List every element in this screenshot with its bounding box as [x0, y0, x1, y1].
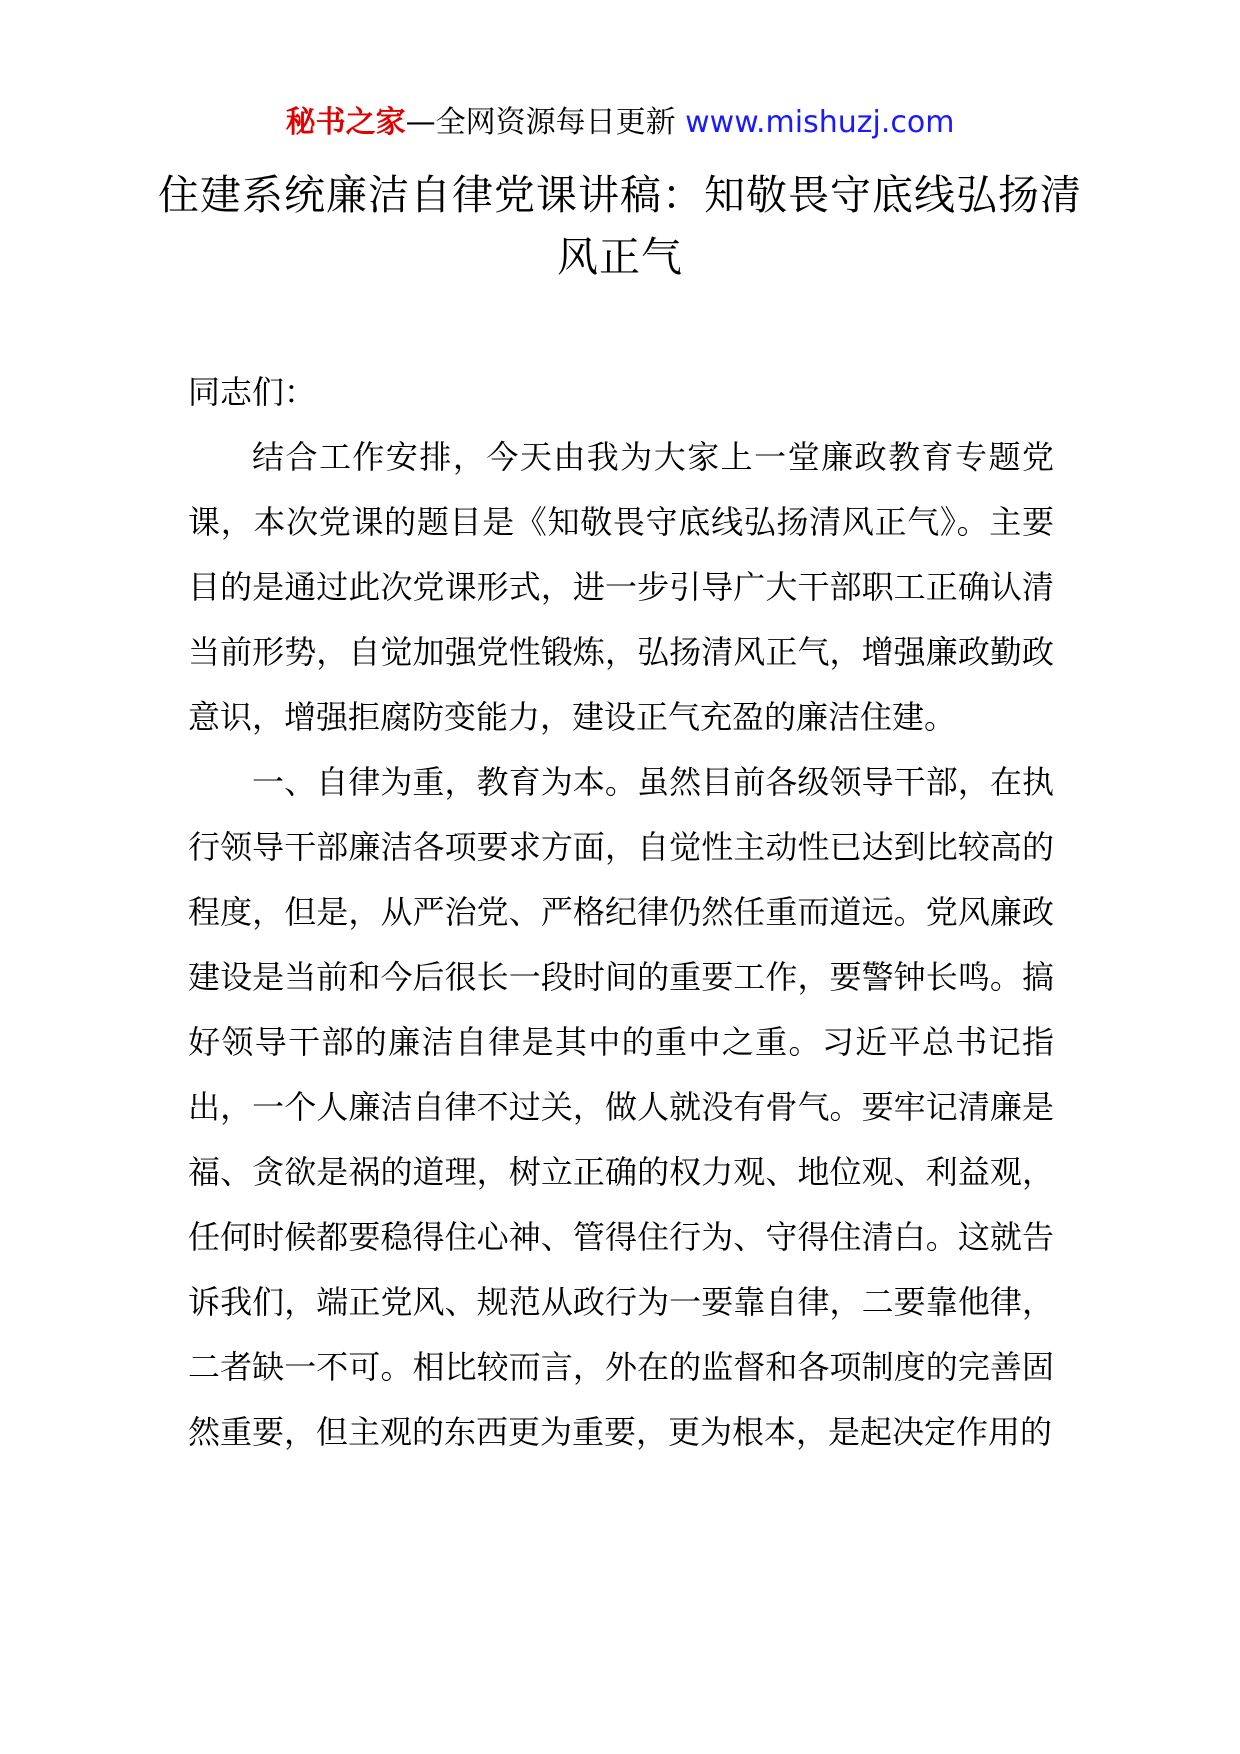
site-brand: 秘书之家	[285, 105, 406, 140]
document-body	[188, 360, 1054, 1465]
document-title: 住建系统廉洁自律党课讲稿：知敬畏守底线弘扬清风正气	[158, 171, 1082, 281]
paragraph-intro: 结合工作安排，今天由我为大家上一堂廉政教育专题党课，本次党课的题目是《知敬畏守底线弘扬清风正气》。主要目的是通过此次党课形式，进一步引导广大干部职工正确认清当前形势，自觉加强党性锻炼，弘扬清风正气，增强廉政勤政意识，增强拒腐防变能力，建设正气充盈的廉洁住建。	[188, 438, 1054, 736]
paragraph-section-one: 一、自律为重，教育为本。虽然目前各级领导干部，在执行领导干部廉洁各项要求方面，自觉性主动性已达到比较高的程度，但是，从严治党、严格纪律仍然任重而道远。党风廉政建设是当前和今后很长一段时间的重要工作，要警钟长鸣。搞好领导干部的廉洁自律是其中的重中之重。习近平总书记指出，一个人廉洁自律不过关，做人就没有骨气。要牢记清廉是福、贪欲是祸的道理，树立正确的权力观、地位观、利益观，任何时候都要稳得住心神、管得住行为、守得住清白。这就告诉我们，端正党风、规范从政行为一要靠自律，二要靠他律，二者缺一不可。相比较而言，外在的监督和各项制度的完善固然重要，但主观的东西更为重要，更为根本，是起决定作用的	[188, 763, 1054, 1451]
salutation: 同志们：	[188, 373, 317, 411]
site-url-link[interactable]: www.mishuzj.com	[685, 105, 955, 140]
site-tagline: —全网资源每日更新	[405, 105, 686, 140]
site-header	[0, 100, 1240, 146]
